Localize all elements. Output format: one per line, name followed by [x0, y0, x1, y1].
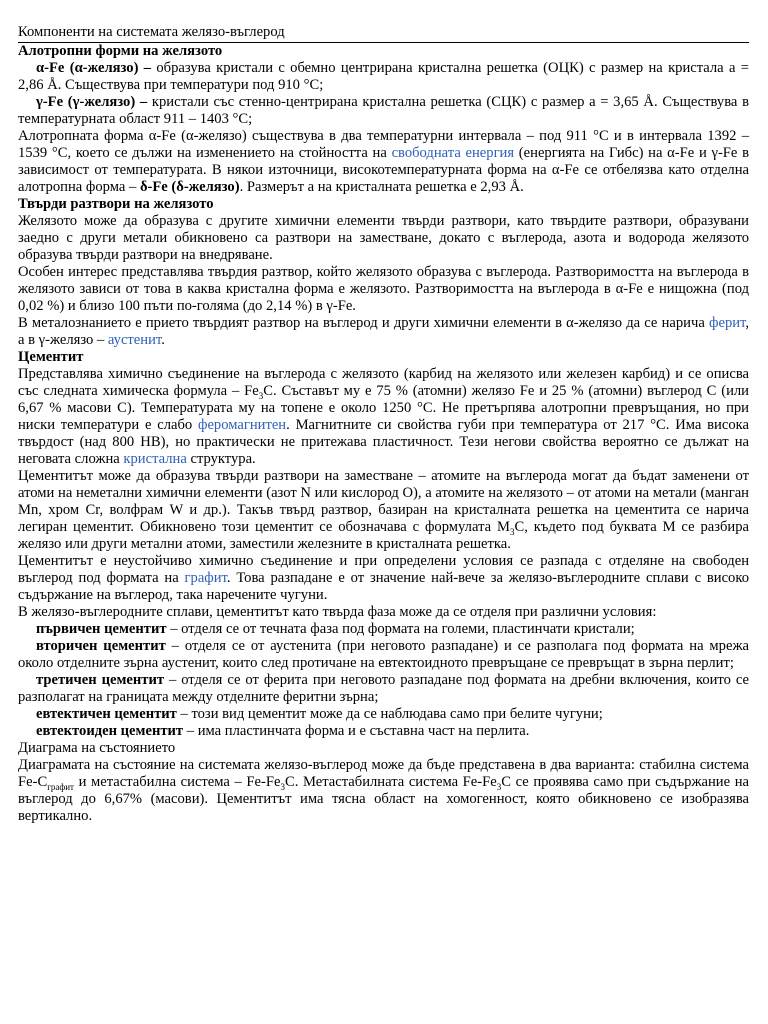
list-item: γ-Fe (γ-желязо) – кристали със стенно-центрирана кристална решетка (СЦК) с размер а = 3,65 Å. Съществува в температурната област 911 – 1403 °С;: [18, 94, 749, 127]
link-free-energy[interactable]: свободната енергия: [391, 145, 515, 161]
list-item: третичен цементит – отделя се от ферита при неговото разпадане под формата на дребни включения, които се разполагат на границата между отделните феритни зърна;: [18, 672, 749, 705]
list-item: евтектичен цементит – този вид цементит може да се наблюдава само при белите чугуни;: [36, 706, 603, 722]
paragraph: В металознанието е прието твърдият разтвор на въглерод и други химични елементи в α-желязо да се нарича ферит, а в γ-желязо – аустенит.: [18, 315, 749, 348]
section-heading-solutions: Твърди разтвори на желязото: [18, 196, 214, 212]
section-heading-cementite: Цементит: [18, 349, 84, 365]
list-item: евтектоиден цементит – има пластинчата форма и е съставна част на перлита.: [36, 723, 530, 739]
link-crystal[interactable]: кристална: [123, 451, 187, 467]
paragraph: Особен интерес представлява твърдия разтвор, който желязото образува с въглерода. Разтворимостта на въглерода в желязото зависи от това в каква кристална форма е желязото. Разтворимостта на въглерода в α-Fe е нищожна (под 0,02 %) и близо 100 пъти по-голяма (до 2,14 %) в γ-Fe.: [18, 264, 749, 314]
paragraph: Желязото може да образува с другите химични елементи твърди разтвори, като твърдите разтвори, образувани заедно с други метали обикновено са разтвори на заместване, докато с въглерода, азота и водорода желязото образува твърди разтвори на внедряване.: [18, 213, 749, 263]
list-item: първичен цементит – отделя се от течната фаза под формата на големи, пластинчати кристали;: [36, 621, 635, 637]
document-title: Компоненти на системата желязо-въглерод: [18, 24, 749, 43]
link-ferromagnetic[interactable]: феромагнитен: [197, 417, 287, 433]
list-item: α-Fe (α-желязо) – образува кристали с обемно центрирана кристална решетка (ОЦК) с размер на кристала а = 2,86 Å. Съществува при температури под 910 °С;: [18, 60, 749, 93]
paragraph: Цементитът е неустойчиво химично съединение и при определени условия се разпада с отделяне на свободен въглерод под формата на графит. Това разпадане е от значение най-вече за желязо-въглеродните сплави с високо съдържание на въглерод, така наречените чугуни.: [18, 553, 750, 603]
link-austenite[interactable]: аустенит: [107, 332, 162, 348]
paragraph: Представлява химично съединение на въглерода с желязото (карбид на желязото или железен карбид) и се описва със следната химическа формула – $Fe_3C$. Съставът му е 75 % (атомни) желязо Fe и 25 % (атомни) въглерод С (или 6,67 % масови С). Температурата му на топене е около 1250 °С. Не претърпява алотропни превръщания, но при ниски температури е слабо феромагнитен. Магнитните си свойства губи при температура от 217 °С. Има висока твърдост (над 800 HB), но практически не притежава пластичност. Тези негови свойства вероятно се дължат на неговата сложна кристална структура.: [18, 366, 749, 467]
section-heading-diagram: Диаграма на състоянието: [18, 740, 176, 756]
paragraph: Цементитът може да образува твърди разтвори на заместване – атомите на въглерода могат да бъдат заменени от атоми на неметални химични елементи (азот N или кислород О), а атомите на желязото – от атоми на метали (манган Mn, хром Cr, волфрам W и др.). Такъв твърд разтвор, базиран на кристалната решетка на цементита се нарича легиран цементит. Обикновено този цементит се обозначава с формулата $M_3C$, където под буквата М се разбира желязо или други метални атоми, заместили железните в кристалната решетка.: [18, 468, 749, 552]
link-graphite[interactable]: графит: [184, 570, 227, 586]
document-page: [18, 24, 749, 825]
section-heading-allotropic: Алотропни форми на желязото: [18, 43, 223, 59]
paragraph: Диаграмата на състояние на системата желязо-въглерод може да бъде представена в два варианта: стабилна система $Fe-C_{графит}$ и метастабилна система – $Fe-Fe_3C$. Метастабилната система $Fe-Fe_3C$ се проявява само при съдържание на въглерод до 6,67% (масови). Цементитът има тясна област на хомогенност, която обикновено се изобразява вертикално.: [18, 757, 749, 824]
list-item: вторичен цементит – отделя се от аустенита (при неговото разпадане) и се разполага под формата на мрежа около отделните зърна аустенит, които след протичане на евтектоидното превръщане се превръщат в зърна перлит;: [18, 638, 750, 671]
paragraph: В желязо-въглеродните сплави, цементитът като твърда фаза може да се отделя при различни условия:: [18, 604, 657, 620]
link-ferrite[interactable]: ферит: [709, 315, 746, 331]
paragraph: Алотропната форма α-Fe (α-желязо) съществува в два температурни интервала – под 911 °С и в интервала 1392 – 1539 °С, което се дължи на изменението на стойността на свободната енергия (енергията на Гибс) на α-Fe и γ-Fe в зависимост от температурата. В някои източници, високотемпературната форма на α-Fe се отбелязва като отделна алотропна форма – δ-Fe (δ-желязо). Размерът а на кристалната решетка е 2,93 Å.: [18, 128, 750, 195]
